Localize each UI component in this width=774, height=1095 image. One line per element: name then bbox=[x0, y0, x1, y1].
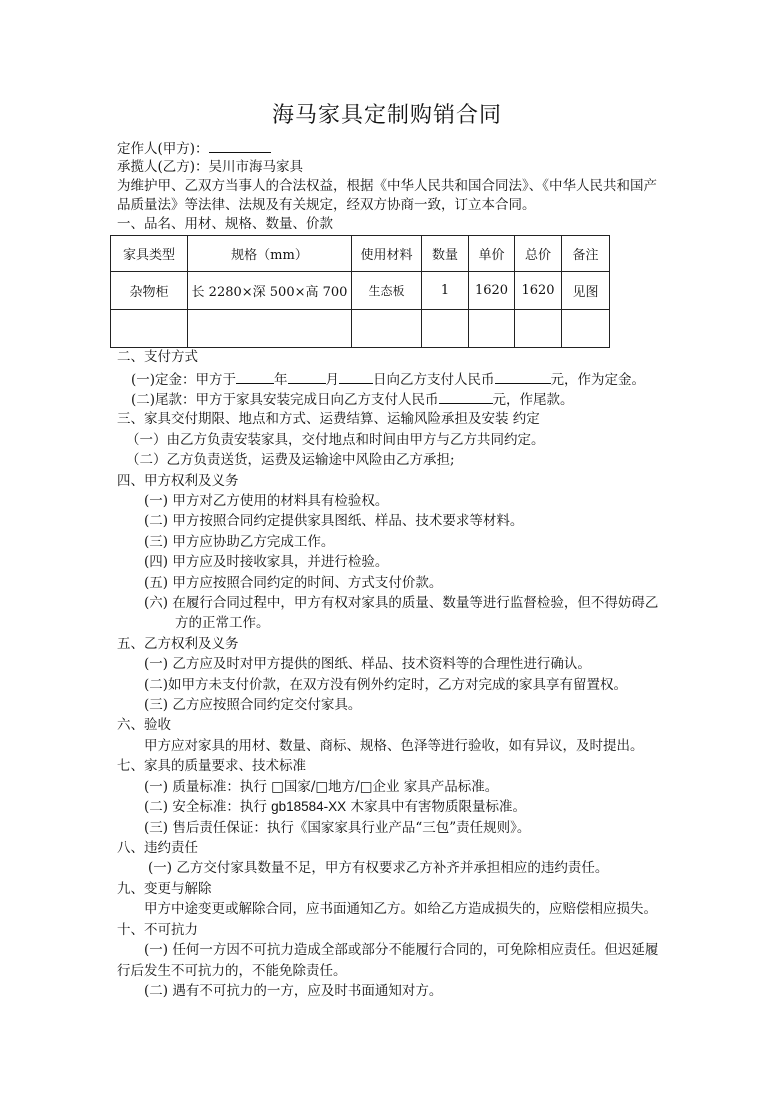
section-4-heading: 四、甲方权利及义务 bbox=[117, 473, 239, 489]
table-cell[interactable] bbox=[352, 310, 422, 348]
party-a-line bbox=[117, 138, 271, 158]
section-10-item: (一) 任何一方因不可抗力造成全部或部分不能履行合同的，可免除相应责任。但迟延履 bbox=[144, 942, 659, 958]
section-7-item-text: 木家具中有害物质限量标准。 bbox=[346, 799, 526, 815]
document-title: 海马家具定制购销合同 bbox=[271, 103, 502, 128]
section-7-item bbox=[144, 797, 526, 817]
section-8-item: (一) 乙方交付家具数量不足，甲方有权要求乙方补齐并承担相应的违约责任。 bbox=[148, 860, 609, 876]
section-9-text: 甲方中途变更或解除合同，应书面通知乙方。如给乙方造成损失的，应赔偿相应损失。 bbox=[144, 901, 657, 917]
section-3-heading: 三、家具交付期限、地点和方式、运费结算、运输风险承担及安装 约定 bbox=[117, 411, 540, 427]
deposit-line bbox=[131, 369, 645, 389]
table-cell: 杂物柜 bbox=[111, 272, 188, 310]
final-payment-text: 元，作尾款。 bbox=[492, 392, 574, 408]
section-9-heading: 九、变更与解除 bbox=[117, 881, 212, 897]
section-2-heading: 二、支付方式 bbox=[117, 349, 198, 365]
intro-line-2: 品质量法》等法律、法规及有关规定，经双方协商一致，订立本合同。 bbox=[117, 197, 536, 213]
section-5-item: (一) 乙方应及时对甲方提供的图纸、样品、技术资料等的合理性进行确认。 bbox=[144, 656, 591, 672]
section-10-item: (二) 遇有不可抗力的一方，应及时书面通知对方。 bbox=[144, 983, 443, 999]
table-cell[interactable] bbox=[469, 310, 515, 348]
table-cell: 长 2280×深 500×高 700 bbox=[188, 272, 352, 310]
table-row bbox=[111, 310, 610, 348]
section-4-item: (三) 甲方应协助乙方完成工作。 bbox=[144, 534, 335, 550]
deposit-year-blank[interactable] bbox=[236, 369, 274, 384]
items-table bbox=[110, 235, 610, 348]
section-4-item-continued: 方的正常工作。 bbox=[175, 615, 270, 631]
section-4-item: (四) 甲方应及时接收家具，并进行检验。 bbox=[144, 554, 389, 570]
table-cell: 见图 bbox=[562, 272, 610, 310]
header-cell: 家具类型 bbox=[111, 236, 188, 272]
party-a-label: 定作人(甲方)： bbox=[117, 141, 209, 157]
section-7-item: (三) 售后责任保证：执行《国家家具行业产品“三包”责任规则》。 bbox=[144, 820, 531, 836]
section-1-heading: 一、品名、用材、规格、数量、价款 bbox=[117, 216, 333, 232]
section-7-item-text: (二) 安全标准：执行 bbox=[144, 799, 272, 815]
header-cell: 使用材料 bbox=[352, 236, 422, 272]
section-7-heading: 七、家具的质量要求、技术标准 bbox=[117, 758, 306, 774]
table-cell[interactable] bbox=[562, 310, 610, 348]
deposit-text: 月 bbox=[325, 372, 340, 388]
section-3-item: （二）乙方负责送货，运费及运输途中风险由乙方承担; bbox=[126, 452, 455, 468]
table-cell: 生态板 bbox=[352, 272, 422, 310]
table-cell: 1620 bbox=[469, 272, 515, 310]
deposit-text: 年 bbox=[274, 372, 288, 388]
table-cell[interactable] bbox=[422, 310, 469, 348]
final-payment-text: (二)尾款：甲方于家具安装完成日向乙方支付人民币 bbox=[131, 392, 439, 408]
table-cell: 1620 bbox=[515, 272, 562, 310]
section-5-item: (二)如甲方未支付价款，在双方没有例外约定时，乙方对完成的家具享有留置权。 bbox=[144, 677, 628, 693]
section-4-item: (一) 甲方对乙方使用的材料具有检验权。 bbox=[144, 493, 389, 509]
section-8-heading: 八、违约责任 bbox=[117, 840, 198, 856]
final-payment-line bbox=[131, 389, 574, 409]
deposit-amount-blank[interactable] bbox=[495, 369, 551, 384]
header-cell: 规格（mm） bbox=[188, 236, 352, 272]
party-b-line: 承揽人(乙方)：吴川市海马家具 bbox=[117, 159, 304, 175]
table-row bbox=[111, 272, 610, 310]
section-4-item: (二) 甲方按照合同约定提供家具图纸、样品、技术要求等材料。 bbox=[144, 513, 524, 529]
final-amount-blank[interactable] bbox=[439, 389, 493, 404]
section-6-heading: 六、验收 bbox=[117, 717, 171, 733]
deposit-text: (一)定金：甲方于 bbox=[131, 372, 237, 388]
section-10-item-continued: 行后发生不可抗力的，不能免除责任。 bbox=[117, 963, 347, 979]
standard-code: gb18584-XX bbox=[271, 799, 347, 814]
section-7-item: (一) 质量标准：执行 □国家/□地方/□企业 家具产品标准。 bbox=[144, 779, 499, 795]
intro-line-1: 为维护甲、乙双方当事人的合法权益，根据《中华人民共和国合同法》、《中华人民共和国产 bbox=[117, 178, 657, 194]
section-5-heading: 五、乙方权利及义务 bbox=[117, 636, 239, 652]
deposit-day-blank[interactable] bbox=[339, 369, 373, 384]
section-10-heading: 十、不可抗力 bbox=[117, 922, 198, 938]
section-3-item: （一）由乙方负责安装家具，交付地点和时间由甲方与乙方共同约定。 bbox=[126, 432, 545, 448]
header-cell: 单价 bbox=[469, 236, 515, 272]
deposit-text: 元，作为定金。 bbox=[550, 372, 646, 388]
header-cell: 总价 bbox=[515, 236, 562, 272]
section-4-item: (五) 甲方应按照合同约定的时间、方式支付价款。 bbox=[144, 575, 443, 591]
section-6-text: 甲方应对家具的用材、数量、商标、规格、色泽等进行验收，如有异议，及时提出。 bbox=[144, 738, 644, 754]
table-cell[interactable] bbox=[515, 310, 562, 348]
table-cell[interactable] bbox=[111, 310, 188, 348]
table-cell: 1 bbox=[422, 272, 469, 310]
table-cell[interactable] bbox=[188, 310, 352, 348]
deposit-month-blank[interactable] bbox=[288, 369, 326, 384]
section-4-item: (六) 在履行合同过程中，甲方有权对家具的质量、数量等进行监督检验，但不得妨碍乙 bbox=[144, 595, 659, 611]
party-a-blank[interactable] bbox=[209, 138, 271, 153]
deposit-text: 日向乙方支付人民币 bbox=[373, 372, 495, 388]
header-cell: 备注 bbox=[562, 236, 610, 272]
table-header-row bbox=[111, 236, 610, 272]
header-cell: 数量 bbox=[422, 236, 469, 272]
section-5-item: (三) 乙方应按照合同约定交付家具。 bbox=[144, 697, 362, 713]
